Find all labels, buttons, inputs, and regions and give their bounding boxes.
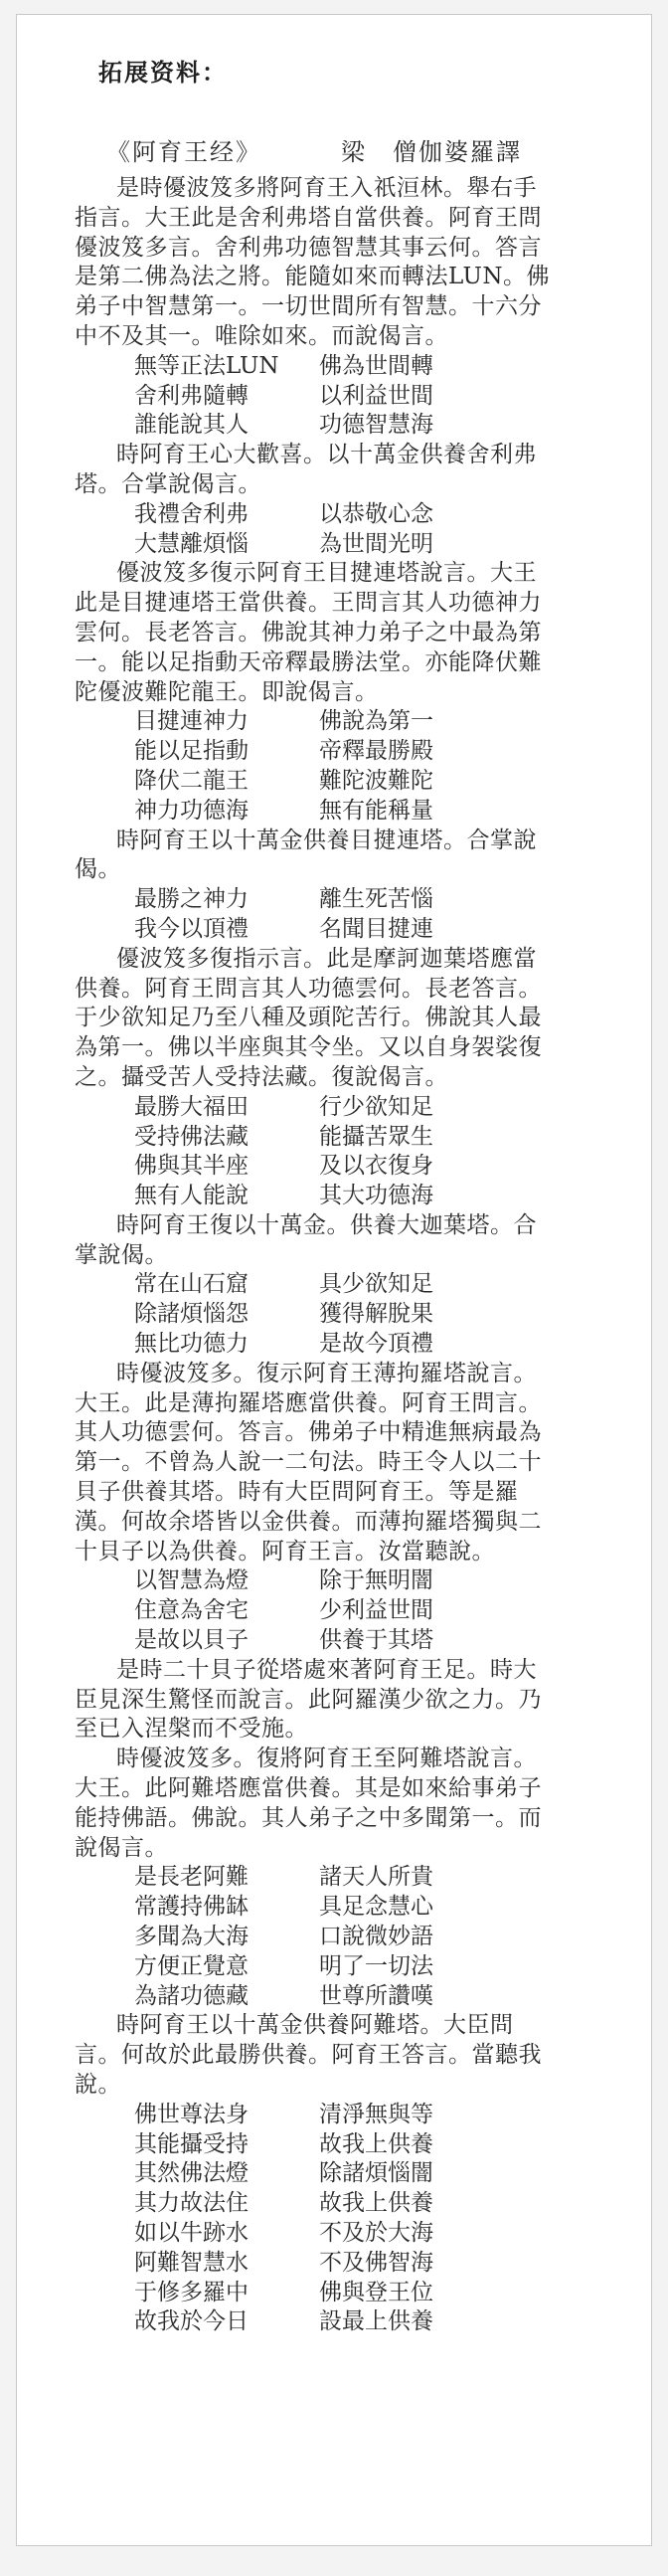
- prose-paragraph: 優波笈多復指示言。此是摩訶迦葉塔應當 供養。阿育王問言其人功德雲何。長老答言。 于少欲知足乃至八種及頭陀苦行。佛說其人最 為第一。佛以半座與其令坐。又以自身袈裟復 之。攝受苦人受持法藏。復說偈言。: [75, 945, 542, 1090]
- verse-line: [75, 1566, 646, 1596]
- verse-line: [75, 2159, 646, 2189]
- verse-line: [75, 411, 646, 441]
- verse-block: [75, 885, 646, 945]
- verse-line: [75, 1123, 646, 1153]
- verse-block: [75, 2101, 646, 2337]
- verse-right-phrase: 口說微妙語: [319, 1924, 433, 1950]
- sutra-title: 《阿育王经》: [106, 138, 261, 166]
- verse-left-phrase: 目揵連神力: [134, 708, 249, 735]
- verse-right-phrase: 佛為世間轉: [319, 352, 433, 379]
- verse-block: [75, 1863, 646, 2011]
- verse-line: [75, 500, 646, 530]
- verse-right-phrase: 佛說為第一: [319, 708, 433, 735]
- document-page: [16, 14, 652, 2546]
- verse-left-phrase: 誰能說其人: [134, 412, 249, 439]
- verse-left-phrase: 最勝大福田: [134, 1093, 249, 1120]
- verse-line: [75, 915, 646, 945]
- prose-paragraph: 時阿育王以十萬金供養目揵連塔。合掌說 偈。: [75, 827, 537, 883]
- verse-left-phrase: 神力功德海: [134, 797, 249, 824]
- prose-paragraph: 時阿育王以十萬金供養阿難塔。大臣問 言。何故於此最勝供養。阿育王答言。當聽我 說。: [75, 2012, 542, 2098]
- prose-paragraph: 是時二十貝子從塔處來著阿育王足。時大 臣見深生驚怪而說言。此阿羅漢少欲之力。乃 至已入涅槃而不受施。: [75, 1656, 542, 1743]
- verse-line: [75, 352, 646, 382]
- verse-left-phrase: 是故以貝子: [134, 1627, 249, 1654]
- verse-left-phrase: 于修多羅中: [134, 2279, 249, 2305]
- verse-left-phrase: 佛與其半座: [134, 1153, 249, 1180]
- verse-left-phrase: 其然佛法燈: [134, 2160, 249, 2187]
- verse-left-phrase: 是長老阿難: [134, 1864, 249, 1891]
- verse-line: [75, 2130, 646, 2160]
- verse-line: [75, 1330, 646, 1360]
- verse-right-phrase: 行少欲知足: [319, 1093, 433, 1120]
- verse-right-phrase: 是故今頂禮: [319, 1331, 433, 1358]
- verse-line: [75, 1093, 646, 1123]
- verse-left-phrase: 故我於今日: [134, 2308, 249, 2335]
- verse-right-phrase: 無有能稱量: [319, 797, 433, 824]
- verse-left-phrase: 住意為舍宅: [134, 1597, 249, 1624]
- verse-left-phrase: 舍利弗隨轉: [134, 382, 249, 409]
- section-heading: 拓展资料：: [98, 58, 228, 87]
- verse-left-phrase: 降伏二龍王: [134, 767, 249, 794]
- verse-block: [75, 1566, 646, 1655]
- verse-line: [75, 1182, 646, 1211]
- verse-left-phrase: 我禮舍利弗: [134, 500, 249, 527]
- verse-line: [75, 2307, 646, 2337]
- prose-paragraph: 優波笈多復示阿育王目揵連塔說言。大王 此是目揵連塔王當供養。王問言其人功德神力 雲何。長老答言。佛說其神力弟子之中最為第 一。能以足指動天帝釋最勝法堂。亦能降伏難 陀優波難陀龍王。即說偈言。: [75, 560, 542, 705]
- verse-line: [75, 1982, 646, 2012]
- translator-credit: 梁 僧伽婆羅譯: [341, 138, 522, 166]
- verse-right-phrase: 及以衣復身: [319, 1153, 433, 1180]
- verse-line: [75, 797, 646, 827]
- verse-block: [75, 1093, 646, 1211]
- verse-left-phrase: 無有人能說: [134, 1183, 249, 1209]
- verse-left-phrase: 能以足指動: [134, 738, 249, 765]
- verse-line: [75, 707, 646, 737]
- verse-line: [75, 885, 646, 915]
- verse-line: [75, 2101, 646, 2130]
- verse-right-phrase: 以恭敬心念: [319, 500, 433, 527]
- verse-line: [75, 1300, 646, 1330]
- verse-right-phrase: 不及於大海: [319, 2219, 433, 2246]
- verse-block: [75, 500, 646, 560]
- verse-line: [75, 2219, 646, 2249]
- verse-left-phrase: 阿難智慧水: [134, 2249, 249, 2276]
- verse-left-phrase: 方便正覺意: [134, 1952, 249, 1979]
- verse-right-phrase: 具足念慧心: [319, 1894, 433, 1921]
- verse-right-phrase: 設最上供養: [319, 2308, 433, 2335]
- verse-right-phrase: 除諸煩惱闇: [319, 2160, 433, 2187]
- verse-line: [75, 1893, 646, 1923]
- verse-left-phrase: 以智慧為燈: [134, 1567, 249, 1594]
- verse-right-phrase: 功德智慧海: [319, 412, 433, 439]
- verse-left-phrase: 除諸煩惱怨: [134, 1301, 249, 1328]
- verse-right-phrase: 故我上供養: [319, 2190, 433, 2217]
- verse-right-phrase: 具少欲知足: [319, 1271, 433, 1298]
- verse-line: [75, 530, 646, 560]
- verse-line: [75, 1863, 646, 1893]
- verse-right-phrase: 故我上供養: [319, 2130, 433, 2157]
- verse-left-phrase: 受持佛法藏: [134, 1123, 249, 1150]
- verse-left-phrase: 為諸功德藏: [134, 1982, 249, 2009]
- verse-left-phrase: 常護持佛缽: [134, 1894, 249, 1921]
- verse-left-phrase: 如以牛跡水: [134, 2219, 249, 2246]
- verse-left-phrase: 我今以頂禮: [134, 915, 249, 942]
- verse-line: [75, 1270, 646, 1300]
- verse-right-phrase: 不及佛智海: [319, 2249, 433, 2276]
- verse-right-phrase: 獲得解脫果: [319, 1301, 433, 1328]
- verse-right-phrase: 帝釋最勝殿: [319, 738, 433, 765]
- sutra-title-line: [106, 132, 522, 167]
- verse-line: [75, 1152, 646, 1182]
- verse-line: [75, 2249, 646, 2279]
- prose-paragraph: 時優波笈多。復將阿育王至阿難塔說言。 大王。此阿難塔應當供養。其是如來給事弟子 能持佛語。佛說。其人弟子之中多聞第一。而 說偈言。: [75, 1746, 542, 1861]
- verse-right-phrase: 佛與登王位: [319, 2279, 433, 2305]
- verse-line: [75, 382, 646, 412]
- verse-left-phrase: 無比功德力: [134, 1331, 249, 1358]
- verse-block: [75, 352, 646, 441]
- verse-line: [75, 737, 646, 767]
- prose-paragraph: 時阿育王心大歡喜。以十萬金供養舍利弗 塔。合掌說偈言。: [75, 442, 537, 497]
- prose-paragraph: 是時優波笈多將阿育王入祇洹林。舉右手 指言。大王此是舍利弗塔自當供養。阿育王問 優波笈多言。舍利弗功德智慧其事云何。答言 是第二佛為法之將。能隨如來而轉法LUN。佛 弟子中智慧第一。一切世間所有智慧。十六分 中不及其一。唯除如來。而說偈言。: [75, 175, 551, 349]
- sutra-text: [75, 174, 646, 2337]
- verse-left-phrase: 無等正法LUN: [134, 352, 279, 379]
- verse-left-phrase: 多聞為大海: [134, 1924, 249, 1950]
- verse-line: [75, 767, 646, 797]
- verse-right-phrase: 供養于其塔: [319, 1627, 433, 1654]
- verse-right-phrase: 名聞目揵連: [319, 915, 433, 942]
- verse-right-phrase: 其大功德海: [319, 1183, 433, 1209]
- verse-right-phrase: 世尊所讚嘆: [319, 1982, 433, 2009]
- verse-block: [75, 1270, 646, 1359]
- verse-left-phrase: 常在山石窟: [134, 1271, 249, 1298]
- verse-right-phrase: 離生死苦惱: [319, 886, 433, 913]
- verse-block: [75, 707, 646, 826]
- verse-line: [75, 2189, 646, 2219]
- verse-right-phrase: 少利益世間: [319, 1597, 433, 1624]
- verse-right-phrase: 難陀波難陀: [319, 767, 433, 794]
- verse-left-phrase: 其能攝受持: [134, 2130, 249, 2157]
- verse-right-phrase: 諸天人所貴: [319, 1864, 433, 1891]
- verse-line: [75, 1952, 646, 1982]
- verse-right-phrase: 清淨無與等: [319, 2101, 433, 2127]
- verse-line: [75, 2279, 646, 2308]
- verse-line: [75, 1626, 646, 1656]
- prose-paragraph: 時優波笈多。復示阿育王薄拘羅塔說言。 大王。此是薄拘羅塔應當供養。阿育王問言。 其人功德雲何。答言。佛弟子中精進無病最為 第一。不曾為人說一二句法。時王令人以二十 貝子供養其塔。時有大臣問阿育王。等是羅 漢。何故余塔皆以金供養。而薄拘羅塔獨與二 十貝子以為供養。阿育王言。汝當聽說。: [75, 1360, 542, 1564]
- verse-right-phrase: 能攝苦眾生: [319, 1123, 433, 1150]
- prose-paragraph: 時阿育王復以十萬金。供養大迦葉塔。合 掌說偈。: [75, 1211, 537, 1268]
- verse-line: [75, 1596, 646, 1626]
- verse-left-phrase: 最勝之神力: [134, 886, 249, 913]
- verse-left-phrase: 其力故法住: [134, 2190, 249, 2217]
- verse-left-phrase: 佛世尊法身: [134, 2101, 249, 2127]
- verse-line: [75, 1923, 646, 1952]
- verse-right-phrase: 為世間光明: [319, 530, 433, 557]
- verse-right-phrase: 以利益世間: [319, 382, 433, 409]
- verse-right-phrase: 除于無明闇: [319, 1567, 433, 1594]
- verse-left-phrase: 大慧離煩惱: [134, 530, 249, 557]
- verse-right-phrase: 明了一切法: [319, 1952, 433, 1979]
